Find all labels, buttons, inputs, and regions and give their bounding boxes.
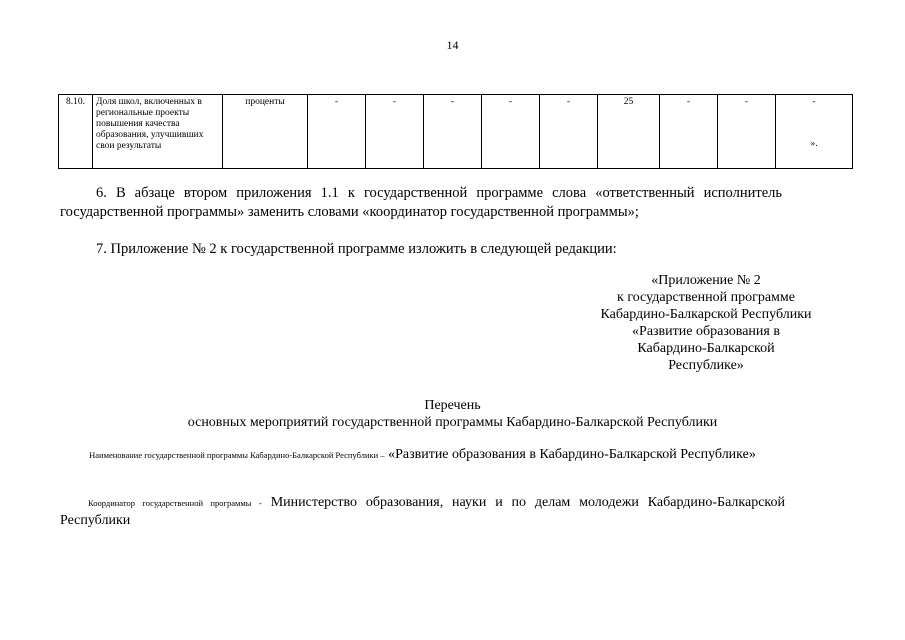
value-cell: -: [718, 95, 776, 169]
paragraph-item-7: [60, 240, 782, 259]
value-cell: -: [540, 95, 598, 169]
paragraph-item-7-text: 7. Приложение № 2 к государственной программе изложить в следующей редакции:: [96, 241, 617, 257]
appendix-line: «Приложение № 2: [651, 273, 761, 288]
closing-quote: ».: [810, 139, 818, 149]
indicator-name: Доля школ, включенных в региональные проекты повышения качества образования, улучшивших свои результаты: [93, 95, 223, 169]
paragraph-item-6: [60, 184, 782, 222]
value-cell: -: [424, 95, 482, 169]
value-cell: -: [308, 95, 366, 169]
value-cell: -: [366, 95, 424, 169]
paragraph-item-6-text: 6. В абзаце втором приложения 1.1 к государственной программе слова «ответственный исполнитель государственной программы» заменить словами «координатор государственной программы»;: [60, 185, 782, 220]
list-title: [0, 397, 905, 431]
value-cell: -: [660, 95, 718, 169]
page-number: 14: [446, 38, 459, 52]
appendix-header: [588, 272, 824, 374]
indicators-table: [58, 94, 853, 169]
appendix-line: к государственной программе: [617, 290, 795, 305]
value-cell-last: [776, 95, 853, 169]
appendix-line: «Развитие образования в: [632, 324, 780, 339]
list-title-line: Перечень: [424, 398, 481, 413]
program-name-label: Наименование государственной программы Кабардино-Балкарской Республики –: [89, 450, 385, 460]
coordinator-line: [60, 494, 785, 530]
program-name-line: [60, 446, 785, 464]
value-cell: 25: [598, 95, 660, 169]
row-number: 8.10.: [59, 95, 93, 169]
unit-cell: проценты: [223, 95, 308, 169]
value-cell-text: -: [812, 97, 816, 107]
coordinator-label: Координатор государственной программы -: [88, 498, 262, 508]
appendix-line: Кабардино-Балкарской: [637, 341, 775, 356]
appendix-line: Кабардино-Балкарской Республики: [600, 307, 812, 322]
coordinator-value: Министерство образования, науки и по делам молодежи Кабардино-Балкарской Республики: [60, 495, 785, 528]
program-name-value: «Развитие образования в Кабардино-Балкарской Республике»: [388, 447, 756, 462]
value-cell: -: [482, 95, 540, 169]
table-row: [59, 95, 853, 169]
list-title-line: основных мероприятий государственной программы Кабардино-Балкарской Республики: [187, 415, 718, 430]
appendix-line: Республике»: [668, 358, 744, 373]
